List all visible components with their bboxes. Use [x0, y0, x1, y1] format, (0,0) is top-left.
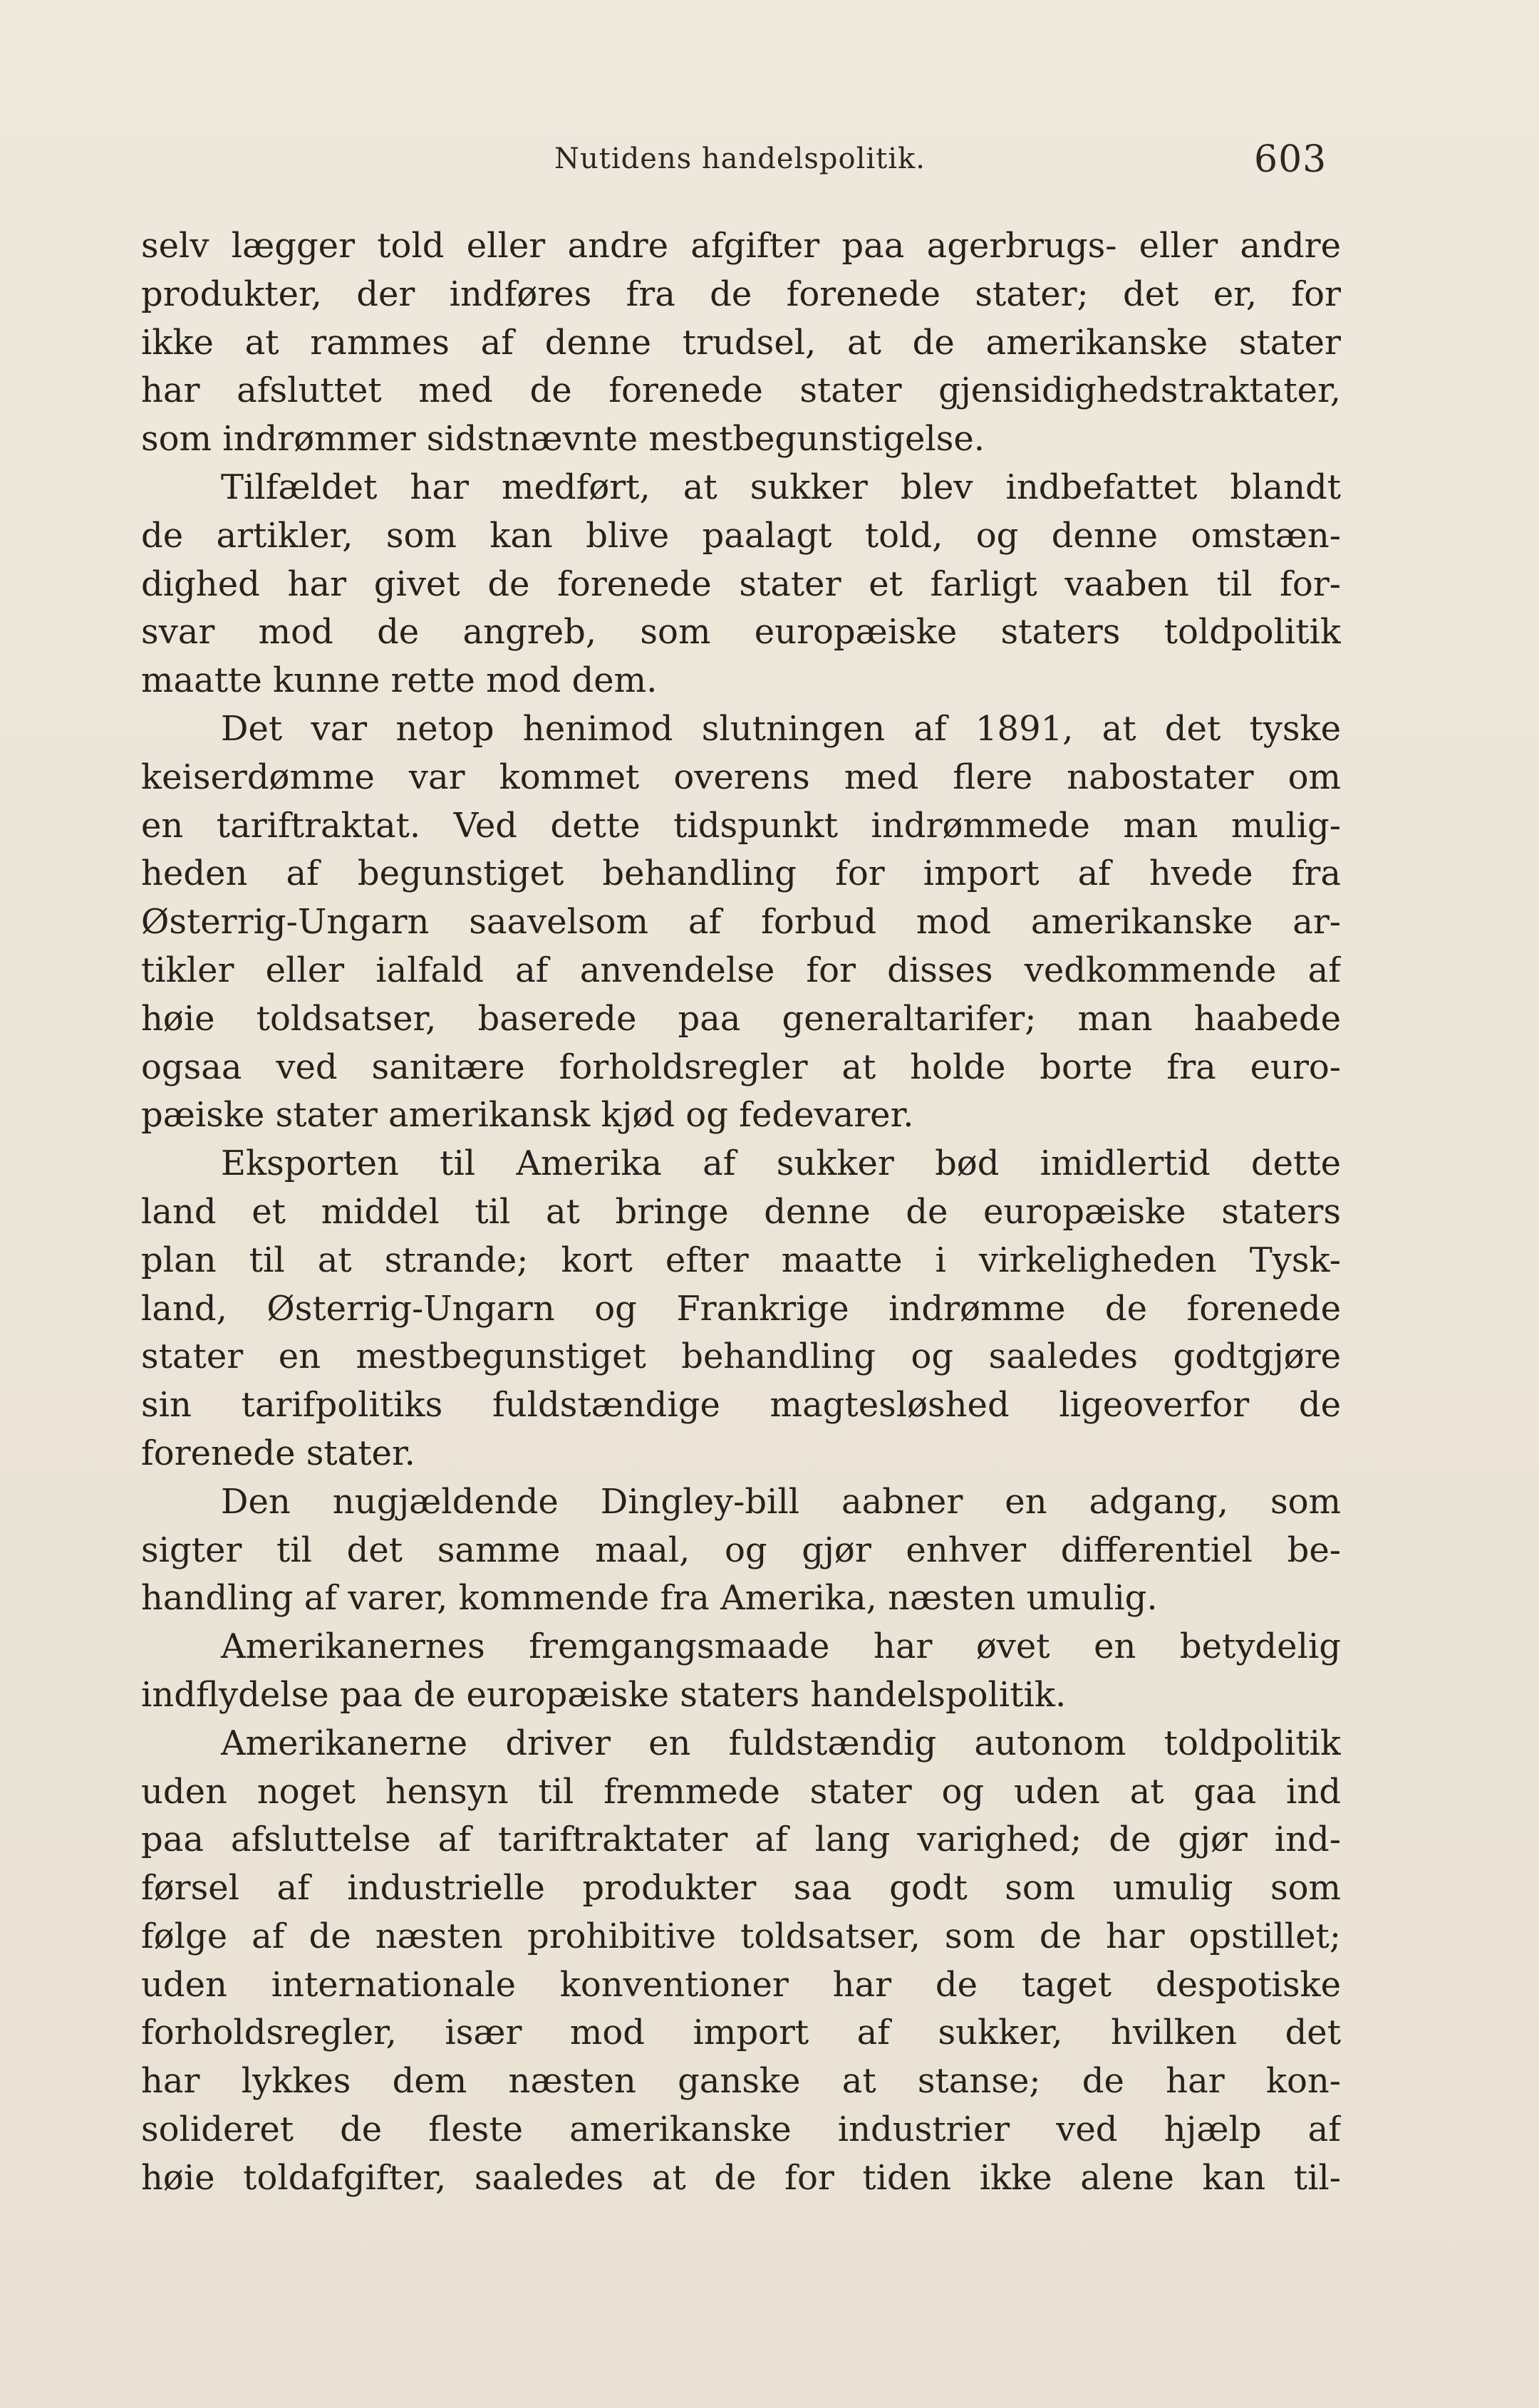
text-line: land et middel til at bringe denne de europæiske staters	[141, 1191, 1341, 1232]
text-line: uden noget hensyn til fremmede stater og uden at gaa ind	[141, 1771, 1341, 1812]
text-line: plan til at strande; kort efter maatte i virkeligheden Tysk-	[141, 1240, 1341, 1280]
text-line: Tilfældet har medført, at sukker blev indbefattet blandt	[221, 467, 1341, 507]
text-line: uden internationale konventioner har de taget despotiske	[141, 1964, 1341, 2005]
text-line: produkter, der indføres fra de forenede stater; det er, for	[141, 274, 1341, 314]
text-line: land, Østerrig-Ungarn og Frankrige indrømme de forenede	[141, 1288, 1341, 1329]
text-line: forenede stater.	[141, 1433, 415, 1473]
text-line: handling af varer, kommende fra Amerika, næsten umulig.	[141, 1578, 1158, 1619]
text-line: selv lægger told eller andre afgifter paa agerbrugs- eller andre	[141, 226, 1341, 266]
text-line: som indrømmer sidstnævnte mestbegunstigelse.	[141, 419, 985, 460]
running-title: Nutidens handelspolitik.	[554, 142, 926, 175]
text-line: pæiske stater amerikansk kjød og fedevarer.	[141, 1095, 914, 1136]
text-line: en tariftraktat. Ved dette tidspunkt indrømmede man mulig-	[141, 805, 1341, 846]
text-line: de artikler, som kan blive paalagt told, og denne omstæn-	[141, 515, 1341, 556]
text-line: høie toldsatser, baserede paa generaltarifer; man haabede	[141, 998, 1341, 1039]
text-line: heden af begunstiget behandling for import af hvede fra	[141, 853, 1341, 894]
text-line: paa afsluttelse af tariftraktater af lang varighed; de gjør ind-	[141, 1820, 1341, 1860]
text-line: ikke at rammes af denne trudsel, at de amerikanske stater	[141, 322, 1341, 363]
text-line: maatte kunne rette mod dem.	[141, 660, 658, 701]
text-line: Østerrig-Ungarn saavelsom af forbud mod amerikanske ar-	[141, 902, 1341, 943]
text-line: Det var netop henimod slutningen af 1891, at det tyske	[221, 708, 1341, 749]
text-line: svar mod de angreb, som europæiske staters toldpolitik	[141, 612, 1341, 653]
text-line: følge af de næsten prohibitive toldsatser, som de har opstillet;	[141, 1916, 1341, 1956]
text-line: solideret de fleste amerikanske industrier ved hjælp af	[141, 2109, 1341, 2150]
text-line: dighed har givet de forenede stater et farligt vaaben til for-	[141, 564, 1341, 604]
text-line: ogsaa ved sanitære forholdsregler at holde borte fra euro-	[141, 1047, 1341, 1087]
body-text	[141, 222, 1341, 2203]
text-line: sin tarifpolitiks fuldstændige magtesløshed ligeoverfor de	[141, 1385, 1341, 1426]
text-line: Amerikanerne driver en fuldstændig autonom toldpolitik	[221, 1723, 1341, 1763]
text-line: Amerikanernes fremgangsmaade har øvet en betydelig	[221, 1626, 1341, 1667]
running-header	[0, 137, 1539, 187]
text-line: førsel af industrielle produkter saa godt som umulig som	[141, 1868, 1341, 1909]
text-line: har afsluttet med de forenede stater gjensidighedstraktater,	[141, 370, 1341, 411]
text-line: høie toldafgifter, saaledes at de for tiden ikke alene kan til-	[141, 2157, 1341, 2198]
text-line: sigter til det samme maal, og gjør enhver differentiel be-	[141, 1530, 1341, 1570]
text-line: har lykkes dem næsten ganske at stanse; de har kon-	[141, 2061, 1341, 2102]
text-line: stater en mestbegunstiget behandling og saaledes godtgjøre	[141, 1337, 1341, 1377]
text-line: keiserdømme var kommet overens med flere nabostater om	[141, 757, 1341, 797]
page-number: 603	[1254, 138, 1327, 181]
text-line: Den nugjældende Dingley-bill aabner en adgang, som	[221, 1481, 1341, 1522]
text-line: Eksporten til Amerika af sukker bød imidlertid dette	[221, 1143, 1341, 1184]
text-line: tikler eller ialfald af anvendelse for disses vedkommende af	[141, 950, 1341, 990]
text-line: forholdsregler, især mod import af sukker, hvilken det	[141, 2013, 1341, 2053]
text-line: indflydelse paa de europæiske staters handelspolitik.	[141, 1674, 1067, 1715]
